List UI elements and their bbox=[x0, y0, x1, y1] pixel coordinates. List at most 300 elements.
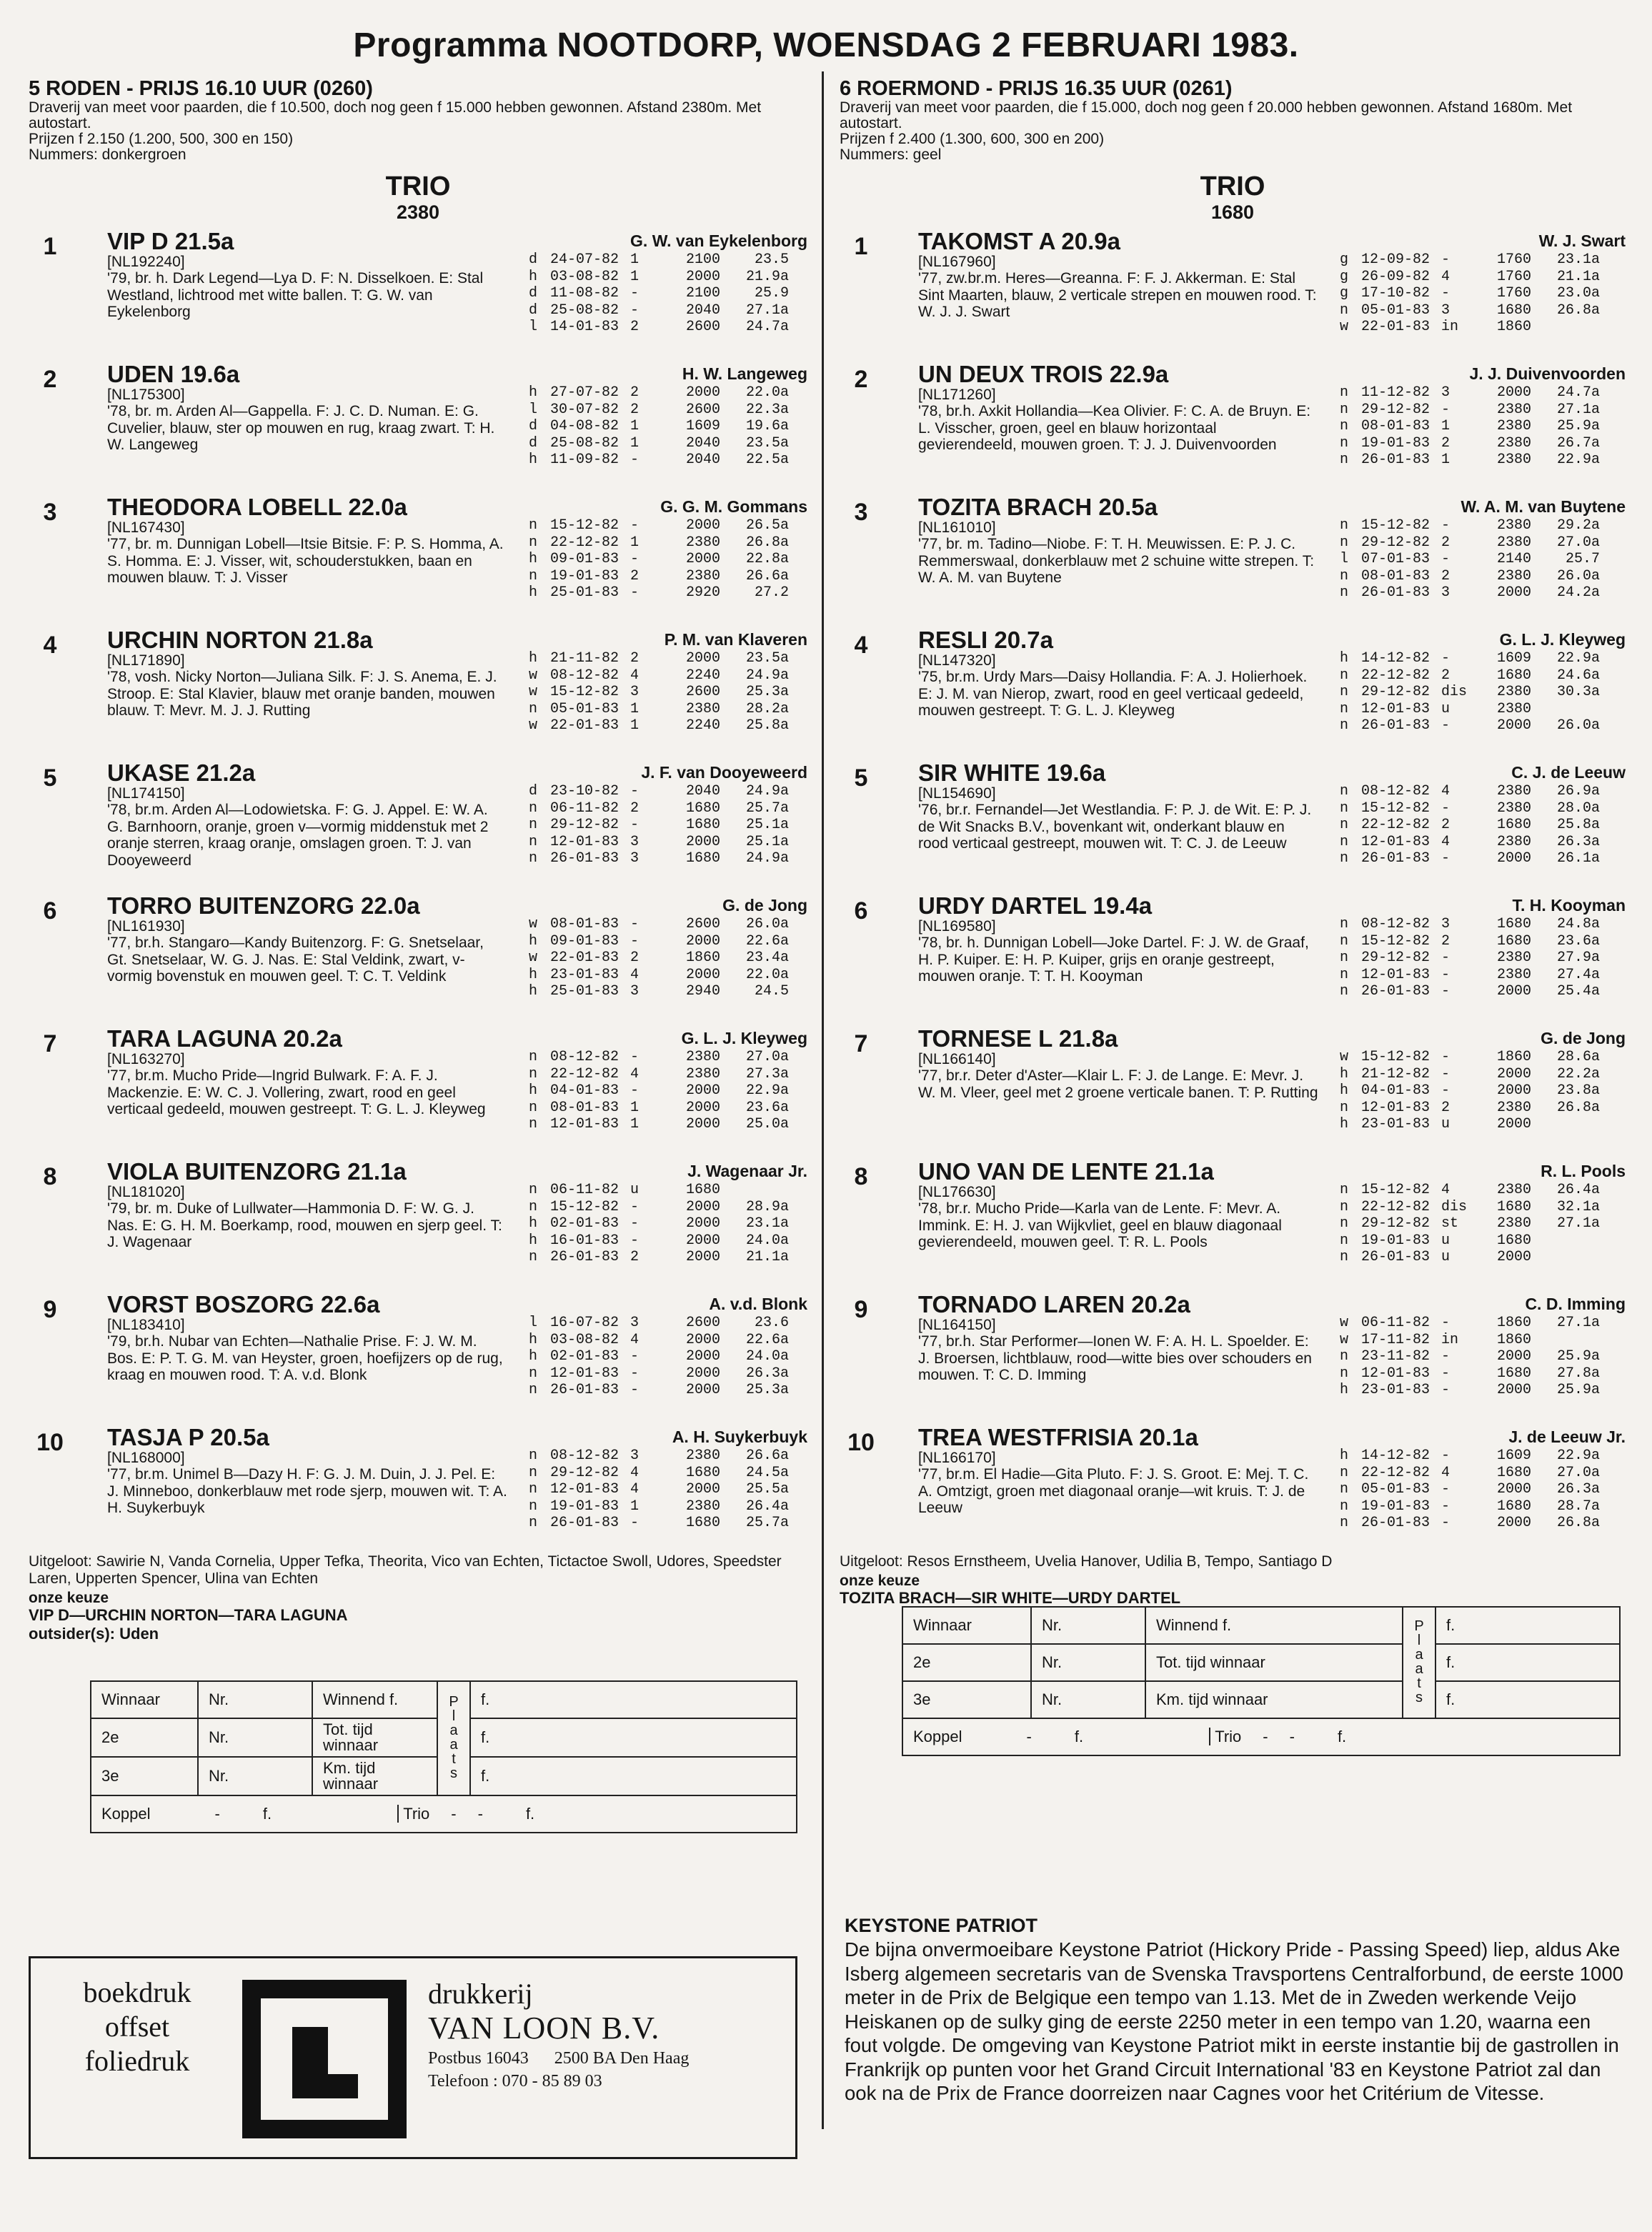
distance: 2240 bbox=[685, 667, 720, 684]
track-code: d bbox=[528, 418, 537, 434]
finish-place: u bbox=[1441, 1249, 1451, 1265]
result-row bbox=[516, 1182, 807, 1199]
horse-results bbox=[516, 1182, 807, 1266]
distance: 2000 bbox=[685, 1348, 720, 1365]
total-time-label: Tot. tijd winnaar bbox=[1145, 1644, 1403, 1681]
race-date: 06-11-82 bbox=[550, 1182, 620, 1198]
race-date: 12-01-83 bbox=[550, 833, 620, 850]
distance: 1680 bbox=[685, 799, 720, 817]
finish-place: - bbox=[1441, 1498, 1451, 1515]
race-date: 06-11-82 bbox=[1361, 1315, 1430, 1331]
track-code: n bbox=[1339, 850, 1348, 867]
horse-number: 2 bbox=[854, 366, 868, 393]
track-code: g bbox=[1339, 268, 1348, 285]
race-date: 23-01-83 bbox=[1361, 1116, 1430, 1132]
track-code: n bbox=[1339, 833, 1348, 850]
km-time: 26.4a bbox=[1556, 1182, 1600, 1198]
race-date: 26-01-83 bbox=[1361, 717, 1430, 734]
finish-place: 4 bbox=[1441, 783, 1451, 799]
km-time: 22.5a bbox=[745, 452, 789, 468]
distance: 1680 bbox=[1496, 916, 1531, 932]
distance: 2000 bbox=[685, 1082, 720, 1099]
withdrawn-list: Uitgeloot: Sawirie N, Vanda Cornelia, Upper Tefka, Theorita, Vico van Echten, Tictactoe Swoll, Udores, Speedster Laren, Upperten Spencer, Ulina van Echten bbox=[29, 1553, 782, 1587]
finish-place: - bbox=[630, 916, 640, 932]
horse-description: '78, br.r. Mucho Pride—Karla van de Lente. F: Mevr. A. Immink. E: H. J. van Wijkvliet, geel en blauw diagonaal gevierendeeld, mouwen geel. T: R. L. Pools bbox=[918, 1200, 1282, 1250]
race-date: 15-12-82 bbox=[550, 517, 620, 534]
track-code: n bbox=[1339, 1232, 1348, 1249]
race-date: 26-01-83 bbox=[1361, 850, 1430, 867]
result-row bbox=[516, 967, 807, 984]
finish-place: 3 bbox=[630, 1315, 640, 1331]
horse-number: 5 bbox=[43, 764, 57, 792]
horse-number: 3 bbox=[43, 499, 57, 526]
distance: 1760 bbox=[1496, 285, 1531, 302]
trio-distance: 2380 bbox=[396, 201, 440, 223]
km-time: 27.0a bbox=[745, 1049, 789, 1065]
distance: 2000 bbox=[1496, 1116, 1531, 1132]
km-time: 23.8a bbox=[1556, 1082, 1600, 1099]
km-time: 27.2 bbox=[754, 584, 789, 601]
horse-number: 7 bbox=[43, 1030, 57, 1057]
track-code: n bbox=[1339, 517, 1348, 534]
result-row bbox=[516, 319, 807, 336]
race-date: 15-12-82 bbox=[1361, 1049, 1430, 1065]
winning-amount-label: Winnend f. bbox=[1145, 1607, 1403, 1644]
result-row bbox=[1327, 916, 1618, 933]
race-date: 26-01-83 bbox=[1361, 452, 1430, 468]
race-date: 12-01-83 bbox=[550, 1116, 620, 1132]
horse-description: '77, br.h. Stangaro—Kandy Buitenzorg. F: G. Snetselaar, Gt. Snetselaar, W. G. J. Nas. E: Stal Veldink, zwart, v-vormig bovenstuk en mouwen geel. T: C. T. Veldink bbox=[107, 935, 484, 985]
horse-number: 6 bbox=[43, 897, 57, 925]
horse-trainer: G. W. van Eykelenborg bbox=[630, 231, 807, 250]
race-date: 08-12-82 bbox=[1361, 916, 1430, 932]
result-row bbox=[1327, 584, 1618, 602]
km-time: 23.5 bbox=[754, 251, 789, 268]
race-date: 08-01-83 bbox=[1361, 567, 1430, 584]
horse-entry bbox=[840, 229, 1626, 362]
km-time: 24.7a bbox=[1556, 384, 1600, 401]
track-code: n bbox=[1339, 950, 1348, 966]
finish-place: 1 bbox=[1441, 418, 1451, 434]
race-conditions: Draverij van meet voor paarden, die f 15.000, doch nog geen f 20.000 hebben gewonnen. Afstand 1680m. Met autostart. bbox=[840, 99, 1573, 131]
finish-place: - bbox=[1441, 401, 1451, 418]
distance: 2000 bbox=[1496, 1082, 1531, 1099]
horse-trainer: C. J. de Leeuw bbox=[1511, 763, 1626, 782]
distance: 2000 bbox=[685, 1249, 720, 1265]
horse-description: '78, br.h. Axkit Hollandia—Kea Olivier. F: C. A. de Bruyn. E: L. Visscher, groen, geel en blauw horizontaal gevierendeeld, mouwen groen. T: J. J. Duivenvoorden bbox=[918, 403, 1311, 453]
track-code: n bbox=[528, 1515, 537, 1531]
km-time bbox=[1531, 1249, 1600, 1266]
distance: 2000 bbox=[685, 1215, 720, 1232]
km-time: 23.1a bbox=[745, 1215, 789, 1232]
race-date: 22-01-83 bbox=[550, 950, 620, 966]
result-row bbox=[1327, 534, 1618, 552]
race-date: 19-01-83 bbox=[1361, 1232, 1430, 1249]
track-code: n bbox=[528, 1198, 537, 1215]
km-time: 22.2a bbox=[1556, 1065, 1600, 1082]
horse-entry bbox=[840, 1026, 1626, 1159]
horse-registration: [NL181020] bbox=[107, 1184, 185, 1200]
distance: 2600 bbox=[685, 401, 720, 418]
finish-place: 3 bbox=[1441, 584, 1451, 601]
race-date: 14-12-82 bbox=[1361, 1448, 1430, 1464]
distance: 2040 bbox=[685, 452, 720, 468]
km-time: 26.3a bbox=[745, 1365, 789, 1382]
distance: 2380 bbox=[685, 1065, 720, 1082]
track-code: n bbox=[528, 700, 537, 717]
distance: 2380 bbox=[685, 1498, 720, 1515]
horse-number: 8 bbox=[43, 1163, 57, 1190]
distance: 2000 bbox=[685, 1116, 720, 1132]
result-row bbox=[516, 1498, 807, 1515]
finish-place: - bbox=[630, 551, 640, 567]
race-date: 05-01-83 bbox=[550, 700, 620, 717]
track-code: n bbox=[528, 833, 537, 850]
result-row bbox=[516, 1082, 807, 1100]
track-code: w bbox=[528, 916, 537, 932]
finish-place: - bbox=[1441, 1382, 1451, 1398]
horse-entry bbox=[840, 494, 1626, 627]
km-time: 26.5a bbox=[745, 517, 789, 534]
horse-name: UKASE 21.2a bbox=[107, 759, 256, 786]
finish-place: - bbox=[630, 1382, 640, 1398]
horse-registration: [NL171890] bbox=[107, 652, 185, 669]
race-date: 08-12-82 bbox=[550, 667, 620, 684]
distance: 2380 bbox=[1496, 799, 1531, 817]
track-code: h bbox=[528, 268, 537, 285]
finish-place: - bbox=[630, 584, 640, 601]
track-code: n bbox=[1339, 1515, 1348, 1531]
horse-number: 10 bbox=[847, 1429, 875, 1456]
distance: 2380 bbox=[685, 700, 720, 717]
horse-trainer: G. L. J. Kleyweg bbox=[1499, 630, 1626, 649]
track-code: n bbox=[528, 534, 537, 551]
horse-entry bbox=[840, 1425, 1626, 1558]
result-row bbox=[516, 701, 807, 718]
horse-name: URCHIN NORTON 21.8a bbox=[107, 627, 373, 653]
distance: 2380 bbox=[1496, 418, 1531, 434]
horse-name: TORNADO LAREN 20.2a bbox=[918, 1291, 1190, 1317]
horse-registration: [NL192240] bbox=[107, 254, 185, 270]
result-row bbox=[516, 584, 807, 602]
track-code: d bbox=[528, 302, 537, 319]
finish-place: 1 bbox=[630, 268, 640, 285]
distance: 2000 bbox=[685, 1481, 720, 1498]
result-row bbox=[516, 950, 807, 967]
result-row bbox=[1327, 418, 1618, 435]
distance: 2380 bbox=[1496, 534, 1531, 551]
horse-number: 9 bbox=[43, 1296, 57, 1323]
race-date: 29-12-82 bbox=[1361, 1215, 1430, 1232]
horse-number: 2 bbox=[43, 366, 57, 393]
finish-place: - bbox=[1441, 1049, 1451, 1065]
race-date: 25-08-82 bbox=[550, 434, 620, 452]
result-row bbox=[516, 983, 807, 1000]
km-time: 26.0a bbox=[1556, 567, 1600, 584]
result-row bbox=[1327, 568, 1618, 585]
horse-registration: [NL166140] bbox=[918, 1051, 996, 1067]
printer-advertisement bbox=[29, 1956, 797, 2159]
result-row bbox=[516, 667, 807, 684]
result-row bbox=[1327, 717, 1618, 734]
distance: 2100 bbox=[685, 251, 720, 268]
result-row bbox=[516, 684, 807, 701]
ad-phone: Telefoon : 070 - 85 89 03 bbox=[428, 2072, 602, 2091]
finish-place: - bbox=[1441, 251, 1451, 268]
result-row bbox=[516, 1249, 807, 1266]
finish-place: 4 bbox=[630, 1331, 640, 1348]
finish-place: 4 bbox=[630, 966, 640, 983]
km-time: 27.1a bbox=[1556, 401, 1600, 418]
race-date: 07-01-83 bbox=[1361, 551, 1430, 567]
result-row bbox=[516, 1100, 807, 1117]
track-code: h bbox=[1339, 1065, 1348, 1082]
distance: 2000 bbox=[685, 932, 720, 950]
result-row bbox=[516, 1481, 807, 1498]
race-numbers: Nummers: donkergroen bbox=[29, 146, 186, 163]
race-date: 03-08-82 bbox=[550, 1331, 620, 1348]
finish-place: - bbox=[1441, 1065, 1451, 1082]
finish-place: - bbox=[1441, 1315, 1451, 1331]
horse-number: 4 bbox=[43, 632, 57, 659]
km-time: 26.1a bbox=[1556, 850, 1600, 867]
race-date: 12-01-83 bbox=[1361, 1365, 1430, 1382]
track-code: h bbox=[1339, 650, 1348, 667]
result-row bbox=[516, 251, 807, 269]
finish-place: 1 bbox=[630, 418, 640, 434]
track-code: h bbox=[528, 983, 537, 1000]
finish-place: 4 bbox=[1441, 1464, 1451, 1481]
race-date: 19-01-83 bbox=[550, 567, 620, 584]
distance: 2000 bbox=[685, 1382, 720, 1398]
track-code: n bbox=[1339, 434, 1348, 452]
distance: 1680 bbox=[1496, 1498, 1531, 1515]
track-code: h bbox=[528, 384, 537, 401]
result-row bbox=[516, 1199, 807, 1216]
track-code: n bbox=[1339, 534, 1348, 551]
finish-place: - bbox=[1441, 1448, 1451, 1464]
place-f-1: f. bbox=[470, 1681, 797, 1718]
result-row bbox=[516, 1116, 807, 1133]
horse-description: '78, vosh. Nicky Norton—Juliana Silk. F: J. S. Anema, E. J. Stroop. E: Stal Klavier, blauw met oranje banden, mouwen blauw. T: Mevr. M. J. J. Rutting bbox=[107, 669, 497, 719]
result-row bbox=[516, 302, 807, 319]
horse-entry bbox=[29, 893, 807, 1026]
track-code: n bbox=[528, 1065, 537, 1082]
track-code: n bbox=[1339, 783, 1348, 799]
result-row bbox=[516, 1382, 807, 1399]
horse-description: '79, br. m. Duke of Lullwater—Hammonia D. F: W. G. J. Nas. E: G. H. M. Boerkamp, rood, mouwen en sjerp geel. T: J. Wagenaar bbox=[107, 1200, 502, 1250]
race-date: 14-12-82 bbox=[1361, 650, 1430, 667]
track-code: n bbox=[528, 850, 537, 867]
horse-description: '77, br.m. Mucho Pride—Ingrid Bulwark. F: A. F. J. Mackenzie. E: W. C. J. Vollering, zwart, rood en geel verticaal gedeeld, mouwen gestreept. T: G. L. J. Kleyweg bbox=[107, 1067, 486, 1117]
track-code: n bbox=[1339, 1464, 1348, 1481]
race-date: 17-10-82 bbox=[1361, 285, 1430, 302]
finish-place: 2 bbox=[1441, 817, 1451, 833]
result-row bbox=[1327, 1100, 1618, 1117]
race-header: 5 RODEN - PRIJS 16.10 UUR (0260) bbox=[29, 77, 373, 100]
ad-services bbox=[48, 1976, 227, 2078]
race-date: 09-01-83 bbox=[550, 551, 620, 567]
horse-trainer: G. L. J. Kleyweg bbox=[681, 1029, 807, 1047]
km-time: 22.9a bbox=[1556, 1448, 1600, 1464]
horse-entry bbox=[29, 1292, 807, 1425]
distance: 1609 bbox=[1496, 650, 1531, 667]
horse-number: 8 bbox=[854, 1163, 868, 1190]
result-row bbox=[516, 551, 807, 568]
race-date: 19-01-83 bbox=[1361, 1498, 1430, 1515]
distance: 2000 bbox=[685, 1331, 720, 1348]
km-time: 27.1a bbox=[1556, 1215, 1600, 1232]
horse-number: 1 bbox=[43, 233, 57, 260]
horse-list bbox=[29, 229, 807, 1558]
finish-place: in bbox=[1441, 319, 1459, 335]
km-time: 23.5a bbox=[745, 650, 789, 667]
result-row bbox=[516, 1348, 807, 1365]
track-code: n bbox=[1339, 1348, 1348, 1365]
horse-name: UDEN 19.6a bbox=[107, 361, 240, 387]
finish-place: - bbox=[630, 452, 640, 468]
result-row bbox=[516, 1315, 807, 1332]
our-choice-label: onze keuze bbox=[840, 1573, 920, 1589]
distance: 1680 bbox=[1496, 932, 1531, 950]
distance: 2380 bbox=[1496, 452, 1531, 468]
track-code: n bbox=[528, 1049, 537, 1065]
finish-place: 1 bbox=[630, 700, 640, 717]
track-code: w bbox=[528, 684, 537, 700]
finish-place: - bbox=[1441, 850, 1451, 867]
result-row bbox=[516, 817, 807, 834]
horse-registration: [NL164150] bbox=[918, 1317, 996, 1333]
track-code: n bbox=[528, 1116, 537, 1132]
km-time: 24.2a bbox=[1556, 584, 1600, 601]
finish-place: u bbox=[1441, 1116, 1451, 1132]
distance: 1680 bbox=[1496, 1232, 1531, 1249]
race-date: 24-07-82 bbox=[550, 251, 620, 268]
horse-name: TARA LAGUNA 20.2a bbox=[107, 1025, 342, 1052]
result-row bbox=[516, 783, 807, 800]
finish-place: - bbox=[1441, 1082, 1451, 1099]
distance: 2000 bbox=[685, 966, 720, 983]
finish-place: u bbox=[1441, 700, 1451, 717]
ad-service-3: foliedruk bbox=[84, 2045, 190, 2077]
result-row bbox=[1327, 551, 1618, 568]
race-date: 26-01-83 bbox=[1361, 1249, 1430, 1265]
km-time: 27.9a bbox=[1556, 950, 1600, 966]
finish-place: - bbox=[630, 1348, 640, 1365]
finish-place: 3 bbox=[630, 983, 640, 1000]
result-row bbox=[1327, 650, 1618, 667]
finish-place: - bbox=[1441, 983, 1451, 1000]
finish-place: 1 bbox=[630, 251, 640, 268]
track-code: g bbox=[1339, 251, 1348, 268]
horse-trainer: A. v.d. Blonk bbox=[709, 1295, 807, 1313]
horse-entry bbox=[840, 362, 1626, 494]
track-code: w bbox=[528, 717, 537, 734]
nr-label: Nr. bbox=[1031, 1681, 1145, 1718]
horse-name: UNO VAN DE LENTE 21.1a bbox=[918, 1158, 1214, 1185]
result-row bbox=[1327, 1365, 1618, 1382]
race-date: 02-01-83 bbox=[550, 1215, 620, 1232]
finish-place: 2 bbox=[630, 950, 640, 966]
horse-entry bbox=[840, 1292, 1626, 1425]
horse-entry bbox=[29, 1026, 807, 1159]
km-time: 26.8a bbox=[1556, 1515, 1600, 1531]
horse-description: '75, br.m. Urdy Mars—Daisy Hollandia. F: A. J. Holierhoek. E: J. M. van Nierop, zwart, rood en geel verticaal gedeeld, mouwen gestreept. T: G. L. J. Kleyweg bbox=[918, 669, 1308, 719]
track-code: n bbox=[528, 1099, 537, 1116]
finish-place: in bbox=[1441, 1331, 1459, 1348]
result-row bbox=[1327, 1249, 1618, 1266]
track-code: l bbox=[528, 401, 537, 418]
result-row bbox=[1327, 1515, 1618, 1532]
km-time: 21.1a bbox=[1556, 268, 1600, 285]
race-date: 29-12-82 bbox=[1361, 684, 1430, 700]
distance: 2380 bbox=[1496, 833, 1531, 850]
track-code: n bbox=[1339, 418, 1348, 434]
finish-place: u bbox=[1441, 1232, 1451, 1249]
track-code: n bbox=[528, 1365, 537, 1382]
track-code: w bbox=[1339, 1331, 1348, 1348]
race-date: 11-12-82 bbox=[1361, 384, 1430, 401]
article-text: De bijna onvermoeibare Keystone Patriot (Hickory Pride - Passing Speed) liep, aldus Ake Isberg algemeen secretaris van de Svenska Travsportens Centralforbund, de eerste 1000 meter in de Prix de Belgique een tempo van 1.13. Met de in Zweden werkende Veijo Heiskanen op de sulky ging de eerste 2250 meter in een tempo van 1.20, waarna een fout volgde. De omgeving van Keystone Patriot mikt in eerste instantie bij de gastrollen in Frankrijk op punten voor het Grand Circuit International '83 en Keystone Patriot zal dan ook na de Prix de France doorreizen naar Cagnes voor het Critérium de Vitesse. bbox=[845, 1938, 1623, 2104]
km-time: 24.7a bbox=[745, 319, 789, 335]
horse-registration: [NL175300] bbox=[107, 387, 185, 403]
horse-trainer: J. Wagenaar Jr. bbox=[687, 1162, 807, 1180]
km-time: 27.4a bbox=[1556, 966, 1600, 983]
our-choice: VIP D—URCHIN NORTON—TARA LAGUNA bbox=[29, 1606, 348, 1624]
race-date: 21-11-82 bbox=[550, 650, 620, 667]
distance: 1860 bbox=[1496, 319, 1531, 335]
distance: 1680 bbox=[685, 817, 720, 833]
finish-place: - bbox=[1441, 551, 1451, 567]
track-code: n bbox=[528, 517, 537, 534]
result-row bbox=[1327, 850, 1618, 867]
nr-label: Nr. bbox=[198, 1718, 312, 1757]
distance: 1860 bbox=[685, 950, 720, 966]
track-code: n bbox=[1339, 1182, 1348, 1198]
km-time: 26.9a bbox=[1556, 783, 1600, 799]
finish-place: 2 bbox=[630, 567, 640, 584]
km-time: 21.9a bbox=[745, 268, 789, 285]
distance: 2000 bbox=[1496, 983, 1531, 1000]
km-time: 26.7a bbox=[1556, 434, 1600, 452]
ad-service-2: offset bbox=[104, 2011, 170, 2043]
horse-results bbox=[516, 384, 807, 469]
finish-place: - bbox=[630, 1215, 640, 1232]
finish-place: - bbox=[1441, 717, 1451, 734]
race-date: 23-11-82 bbox=[1361, 1348, 1430, 1365]
km-time: 25.8a bbox=[1556, 817, 1600, 833]
km-time bbox=[1531, 1332, 1600, 1349]
distance: 2380 bbox=[1496, 950, 1531, 966]
result-row bbox=[516, 402, 807, 419]
place-f-1: f. bbox=[1435, 1607, 1620, 1644]
result-row bbox=[516, 435, 807, 452]
km-time: 26.6a bbox=[745, 1448, 789, 1464]
race-date: 26-01-83 bbox=[550, 1382, 620, 1398]
result-row bbox=[516, 418, 807, 435]
finish-place: 4 bbox=[630, 1464, 640, 1481]
horse-trainer: W. A. M. van Buytene bbox=[1461, 497, 1626, 516]
distance: 2000 bbox=[685, 517, 720, 534]
track-code: h bbox=[528, 1082, 537, 1099]
race-date: 12-01-83 bbox=[1361, 833, 1430, 850]
track-code: n bbox=[1339, 452, 1348, 468]
race-date: 08-12-82 bbox=[550, 1448, 620, 1464]
finish-place: 1 bbox=[630, 1099, 640, 1116]
distance: 1680 bbox=[685, 850, 720, 867]
distance: 1860 bbox=[1496, 1315, 1531, 1331]
result-row bbox=[516, 1049, 807, 1066]
